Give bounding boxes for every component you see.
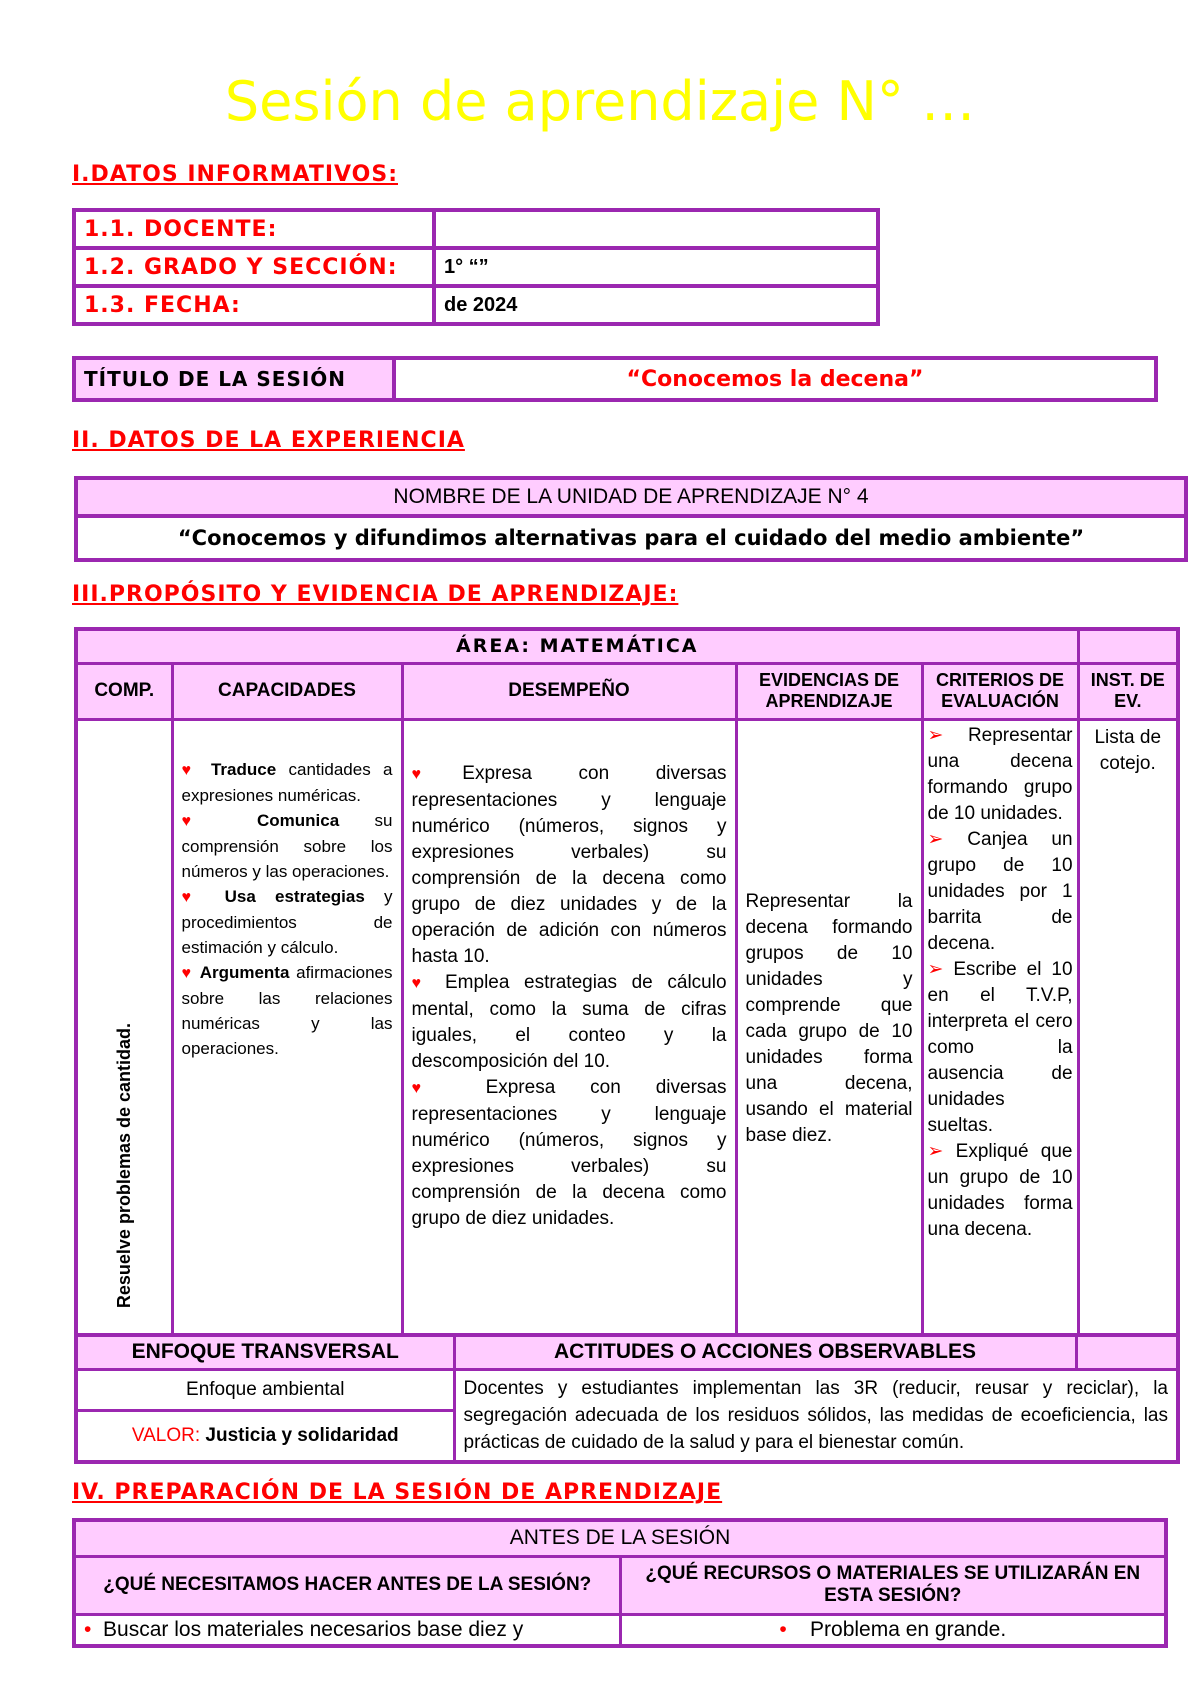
evidencia-cell: Representar la decena formando grupos de 10 unidades y comprende que cada grupo de 10 unidades forma una decena, usando el material base diez.: [736, 719, 922, 1335]
capacidad-item: ♥ Usa estrategias y procedimientos de estimación y cálculo.: [181, 886, 393, 957]
capacidad-item: ♥ Traduce cantidades a expresiones numéricas.: [181, 759, 393, 805]
header-comp: COMP.: [76, 663, 172, 719]
docente-value: [434, 210, 878, 248]
instrumento-cell: Lista de cotejo.: [1078, 719, 1178, 1335]
antes-header: ANTES DE LA SESIÓN: [74, 1520, 1166, 1556]
heart-icon: ♥: [181, 761, 199, 779]
enfoque-value: Enfoque ambiental: [76, 1369, 454, 1411]
grado-value: 1° “”: [434, 248, 878, 286]
heart-icon: ♥: [181, 812, 222, 830]
section-1-heading: I.DATOS INFORMATIVOS:: [72, 162, 398, 187]
area-header: ÁREA: MATEMÁTICA: [76, 629, 1078, 663]
criterio-item: ➢ Canjea un grupo de 10 unidades por 1 barrita de decena.: [927, 828, 1073, 954]
actitudes-value: Docentes y estudiantes implementan las 3R (reducir, reusar y reciclar), la segregación adecuada de los residuos sólidos, las medidas de ecoeficiencia, las prácticas de cuidado de la salud y para el bienestar común.: [454, 1369, 1178, 1462]
arrow-icon: ➢: [927, 828, 944, 850]
area-header-empty: [1078, 629, 1178, 663]
preparacion-table: [72, 1518, 1168, 1648]
criterio-item: ➢ Representar una decena formando grupo de 10 unidades.: [927, 724, 1073, 824]
valor-label: VALOR:: [131, 1424, 201, 1446]
actitudes-header: ACTITUDES O ACCIONES OBSERVABLES: [454, 1335, 1076, 1369]
bullet-icon: •: [84, 1617, 92, 1641]
capacidad-item: ♥ Argumenta afirmaciones sobre las relaciones numéricas y las operaciones.: [181, 962, 393, 1058]
criterios-cell: [922, 719, 1078, 1335]
docente-label: 1.1. DOCENTE:: [74, 210, 434, 248]
heart-icon: ♥: [411, 1079, 451, 1097]
col1-header: ¿QUÉ NECESITAMOS HACER ANTES DE LA SESIÓN?: [74, 1556, 620, 1614]
unit-name: “Conocemos y difundimos alternativas para el cuidado del medio ambiente”: [177, 526, 1085, 550]
header-capacidades: CAPACIDADES: [172, 663, 402, 719]
unit-label: NOMBRE DE LA UNIDAD DE APRENDIZAJE N° 4: [76, 478, 1186, 516]
enfoque-header: ENFOQUE TRANSVERSAL: [76, 1335, 454, 1369]
fecha-label: 1.3. FECHA:: [74, 286, 434, 324]
row-docente: [74, 210, 878, 248]
valor-cell: [76, 1411, 454, 1462]
row-grado: [74, 248, 878, 286]
desempeno-item: ♥Expresa con diversas representaciones y lenguaje numérico (números, signos y expresiones verbales) su comprensión de la decena como grupo de diez unidades y de la operación de adición con números hasta 10.: [411, 762, 727, 967]
actitudes-header-empty: [1076, 1335, 1178, 1369]
capacidad-item: ♥ Comunica su comprensión sobre los números y las operaciones.: [181, 810, 393, 881]
arrow-icon: ➢: [927, 724, 944, 746]
document-title: Sesión de aprendizaje N° …: [224, 70, 976, 133]
desempeno-cell: [402, 719, 736, 1335]
header-instrumento: INST. DE EV.: [1078, 663, 1178, 719]
competencia-text: Resuelve problemas de cantidad.: [113, 1022, 134, 1308]
antes-item-2: • Problema en grande.: [620, 1614, 1166, 1646]
section-2-heading: II. DATOS DE LA EXPERIENCIA: [72, 428, 465, 453]
criterio-item: ➢ Expliqué que un grupo de 10 unidades forma una decena.: [927, 1140, 1073, 1240]
bullet-icon: •: [779, 1617, 787, 1641]
header-criterios: CRITERIOS DE EVALUACIÓN: [922, 663, 1078, 719]
antes-item-1: • Buscar los materiales necesarios base diez y: [74, 1614, 620, 1646]
enfoque-table: [74, 1333, 1180, 1464]
valor-value: Justicia y solidaridad: [205, 1424, 399, 1446]
competencia-cell: [76, 719, 172, 1335]
heart-icon: ♥: [181, 964, 193, 982]
arrow-icon: ➢: [927, 1140, 944, 1162]
section-4-heading: IV. PREPARACIÓN DE LA SESIÓN DE APRENDIZAJE: [72, 1480, 723, 1505]
desempeno-item: ♥ Expresa con diversas representaciones y lenguaje numérico (números, signos y expresiones verbales) su comprensión de la decena como grupo de diez unidades.: [411, 1076, 727, 1229]
row-fecha: [74, 286, 878, 324]
datos-informativos-table: [72, 208, 880, 326]
header-evidencias: EVIDENCIAS DE APRENDIZAJE: [736, 663, 922, 719]
section-3-heading: III.PROPÓSITO Y EVIDENCIA DE APRENDIZAJE:: [72, 582, 679, 607]
unidad-table: [74, 476, 1188, 562]
matematica-table: [74, 627, 1180, 1337]
fecha-value: de 2024: [434, 286, 878, 324]
col2-header: ¿QUÉ RECURSOS O MATERIALES SE UTILIZARÁN EN ESTA SESIÓN?: [620, 1556, 1166, 1614]
session-title-table: [72, 356, 1158, 402]
arrow-icon: ➢: [927, 958, 944, 980]
heart-icon: ♥: [411, 974, 431, 992]
grado-label: 1.2. GRADO Y SECCIÓN:: [74, 248, 434, 286]
session-title-label: TÍTULO DE LA SESIÓN: [74, 358, 394, 400]
heart-icon: ♥: [411, 765, 463, 783]
heart-icon: ♥: [181, 888, 206, 906]
capacidades-cell: [172, 719, 402, 1335]
desempeno-item: ♥ Emplea estrategias de cálculo mental, como la suma de cifras iguales, el conteo y la descomposición del 10.: [411, 971, 727, 1072]
criterio-item: ➢ Escribe el 10 en el T.V.P, interpreta el cero como la ausencia de unidades sueltas.: [927, 958, 1073, 1136]
header-desempeno: DESEMPEÑO: [402, 663, 736, 719]
session-title-value: “Conocemos la decena”: [394, 358, 1156, 400]
